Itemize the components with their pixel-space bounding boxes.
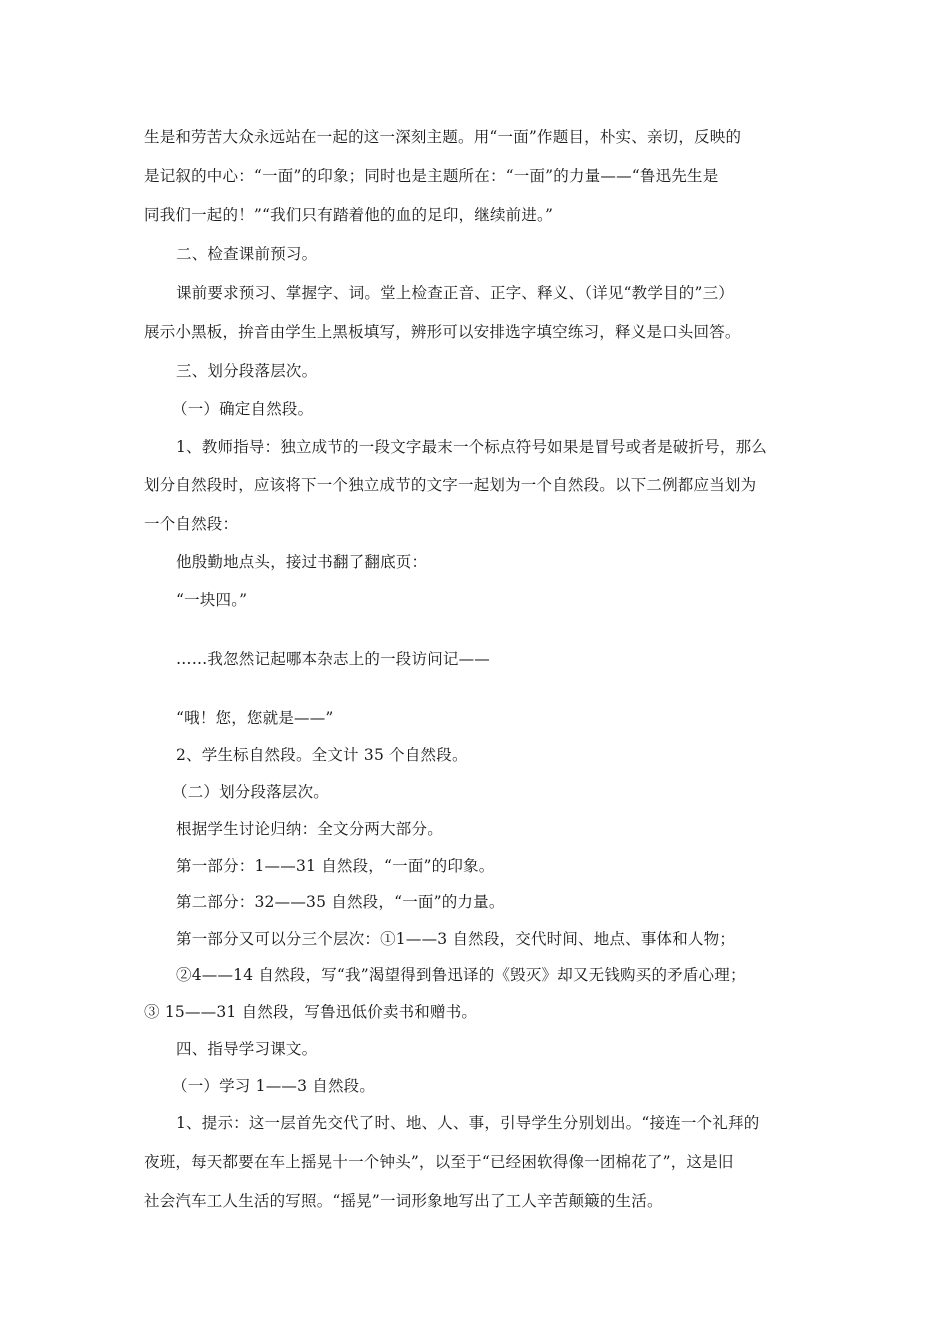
text-line: 第一部分又可以分三个层次：①1——3 自然段，交代时间、地点、事体和人物；	[176, 930, 736, 948]
text-line: 划分自然段时，应该将下一个独立成节的文字一起划为一个自然段。以下二例都应当划为	[144, 476, 757, 494]
text-line: 同我们一起的！”“我们只有踏着他的血的足印，继续前进。”	[144, 206, 554, 224]
text-line: 社会汽车工人生活的写照。“摇晃”一词形象地写出了工人辛苦颠簸的生活。	[144, 1192, 663, 1210]
text-line: 展示小黑板，拚音由学生上黑板填写，辨形可以安排选字填空练习，释义是口头回答。	[144, 323, 741, 341]
text-line: 是记叙的中心：“一面”的印象；同时也是主题所在：“一面”的力量——“鲁迅先生是	[144, 167, 719, 185]
text-line: 第二部分：32——35 自然段，“一面”的力量。	[176, 893, 505, 911]
quote-line: 他殷勤地点头，接过书翻了翻底页：	[176, 553, 428, 571]
text-line: 课前要求预习、掌握字、词。堂上检查正音、正字、释义、（详见“教学目的”三）	[176, 284, 735, 302]
section-heading: 四、指导学习课文。	[176, 1040, 318, 1058]
text-line: 夜班，每天都要在车上摇晃十一个钟头”，以至于“已经困软得像一团棉花了”，这是旧	[144, 1153, 734, 1171]
text-line: 1、提示：这一层首先交代了时、地、人、事，引导学生分别划出。“接连一个礼拜的	[176, 1114, 760, 1132]
subsection-heading: （一）学习 1——3 自然段。	[172, 1077, 376, 1095]
text-line: 2、学生标自然段。全文计 35 个自然段。	[176, 746, 468, 764]
text-line: 生是和劳苦大众永远站在一起的这一深刻主题。用“一面”作题目，朴实、亲切，反映的	[144, 128, 742, 146]
text-line: 1、教师指导：独立成节的一段文字最末一个标点符号如果是冒号或者是破折号，那么	[176, 438, 767, 456]
subsection-heading: （一）确定自然段。	[172, 400, 314, 418]
quote-line: “一块四。”	[176, 591, 248, 609]
text-line: ②4——14 自然段，写“我”渴望得到鲁迅译的《毁灭》却又无钱购买的矛盾心理；	[176, 966, 746, 984]
text-line: 一个自然段：	[144, 515, 239, 533]
quote-line: ……我忽然记起哪本杂志上的一段访问记——	[176, 650, 491, 668]
text-line: 根据学生讨论归纳：全文分两大部分。	[176, 820, 443, 838]
section-heading: 二、检查课前预习。	[176, 245, 318, 263]
text-line: 第一部分：1——31 自然段，“一面”的印象。	[176, 857, 495, 875]
subsection-heading: （二）划分段落层次。	[172, 783, 330, 801]
section-heading: 三、划分段落层次。	[176, 362, 318, 380]
quote-line: “哦！您，您就是——”	[176, 709, 334, 727]
text-line: ③ 15——31 自然段，写鲁迅低价卖书和赠书。	[144, 1003, 478, 1021]
